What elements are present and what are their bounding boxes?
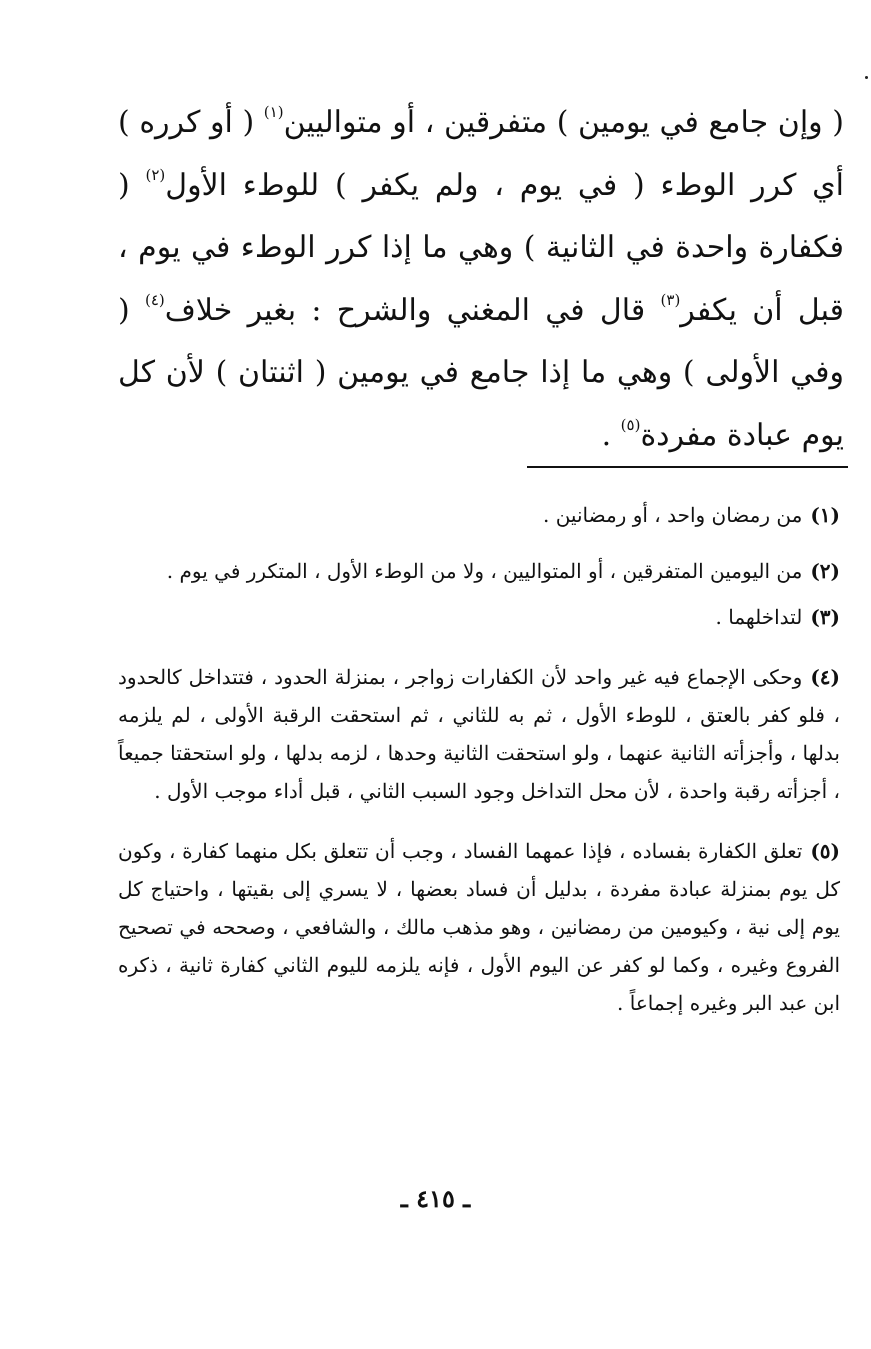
- footnote-ref: (١): [263, 103, 284, 121]
- footnote-text: لتداخلهما .: [715, 605, 803, 629]
- footnote-2: [118, 552, 840, 590]
- main-text-segment: ( وفي الأولى ) وهي ما إذا جامع في يومين ( اثنتان ) لأن كل يوم عبادة مفردة: [118, 292, 844, 453]
- main-text: [118, 92, 844, 467]
- footnote-ref: (٣): [660, 290, 681, 309]
- footnote-number: (٥): [810, 839, 840, 863]
- main-paragraph: [118, 92, 844, 467]
- footnote-number: (٤): [810, 665, 840, 689]
- footnote-3: [118, 598, 840, 636]
- main-text-segment: ( وإن جامع في يومين ) متفرقين ، أو متواليين: [283, 105, 844, 140]
- footnote-text: من رمضان واحد ، أو رمضانين .: [542, 503, 803, 527]
- footnote-4: [118, 658, 840, 810]
- footnote-number: (١): [810, 503, 840, 527]
- footnote-1: [118, 496, 840, 534]
- footnote-ref: (٥): [620, 415, 641, 434]
- footnote-number: (٣): [810, 605, 840, 629]
- footnote-ref: (٢): [145, 165, 166, 184]
- footnote-text: تعلق الكفارة بفساده ، فإذا عمهما الفساد ، وجب أن تتعلق بكل منهما كفارة ، وكون كل يوم بمنزلة عبادة مفردة ، بدليل أن فساد بعضها ، لا يسري إلى بقيتها ، واحتياج كل يوم إلى نية ، وكيومين من رمضانين ، وهو مذهب مالك ، والشافعي ، وصححه في تصحيح الفروع وغيره ، وكما لو كفر عن اليوم الأول ، فإنه يلزمه لليوم الثاني كفارة ثانية ، ذكره ابن عبد البر وغيره إجماعاً .: [118, 839, 840, 1015]
- main-text-segment: .: [601, 417, 621, 453]
- footnote-number: (٢): [810, 559, 840, 583]
- footnote-5: [118, 832, 840, 1022]
- margin-speck: [865, 76, 868, 79]
- page-number: ـ ٤١٥ ـ: [400, 1184, 471, 1213]
- main-text-segment: ( فكفارة واحدة في الثانية ) وهي ما إذا كرر الوطء في يوم ، قبل أن يكفر: [118, 167, 845, 328]
- footnote-ref: (٤): [145, 290, 165, 309]
- main-text-segment: ( أو كرره ) أي كرر الوطء ( في يوم ، ولم يكفر ) للوطء الأول: [118, 105, 844, 203]
- footnote-separator: [527, 466, 848, 468]
- footnote-text: من اليومين المتفرقين ، أو المتواليين ، ولا من الوطء الأول ، المتكرر في يوم .: [166, 559, 803, 583]
- footnote-text: وحكى الإجماع فيه غير واحد لأن الكفارات زواجر ، بمنزلة الحدود ، فتتداخل كالحدود ، فلو كفر بالعتق ، للوطء الأول ، ثم به للثاني ، ثم استحقت الرقبة الأولى ، لم يلزمه بدلها ، وأجزأته الثانية عنهما ، ولو استحقت الثانية وحدها ، لزمه بدلها ، ولو استحقتا جميعاً ، أجزأته رقبة واحدة ، لأن محل التداخل وجود السبب الثاني ، قبل أداء موجب الأول .: [118, 665, 840, 803]
- main-text-segment: قال في المغني والشرح : بغير خلاف: [164, 292, 661, 328]
- footnotes: [118, 496, 840, 1022]
